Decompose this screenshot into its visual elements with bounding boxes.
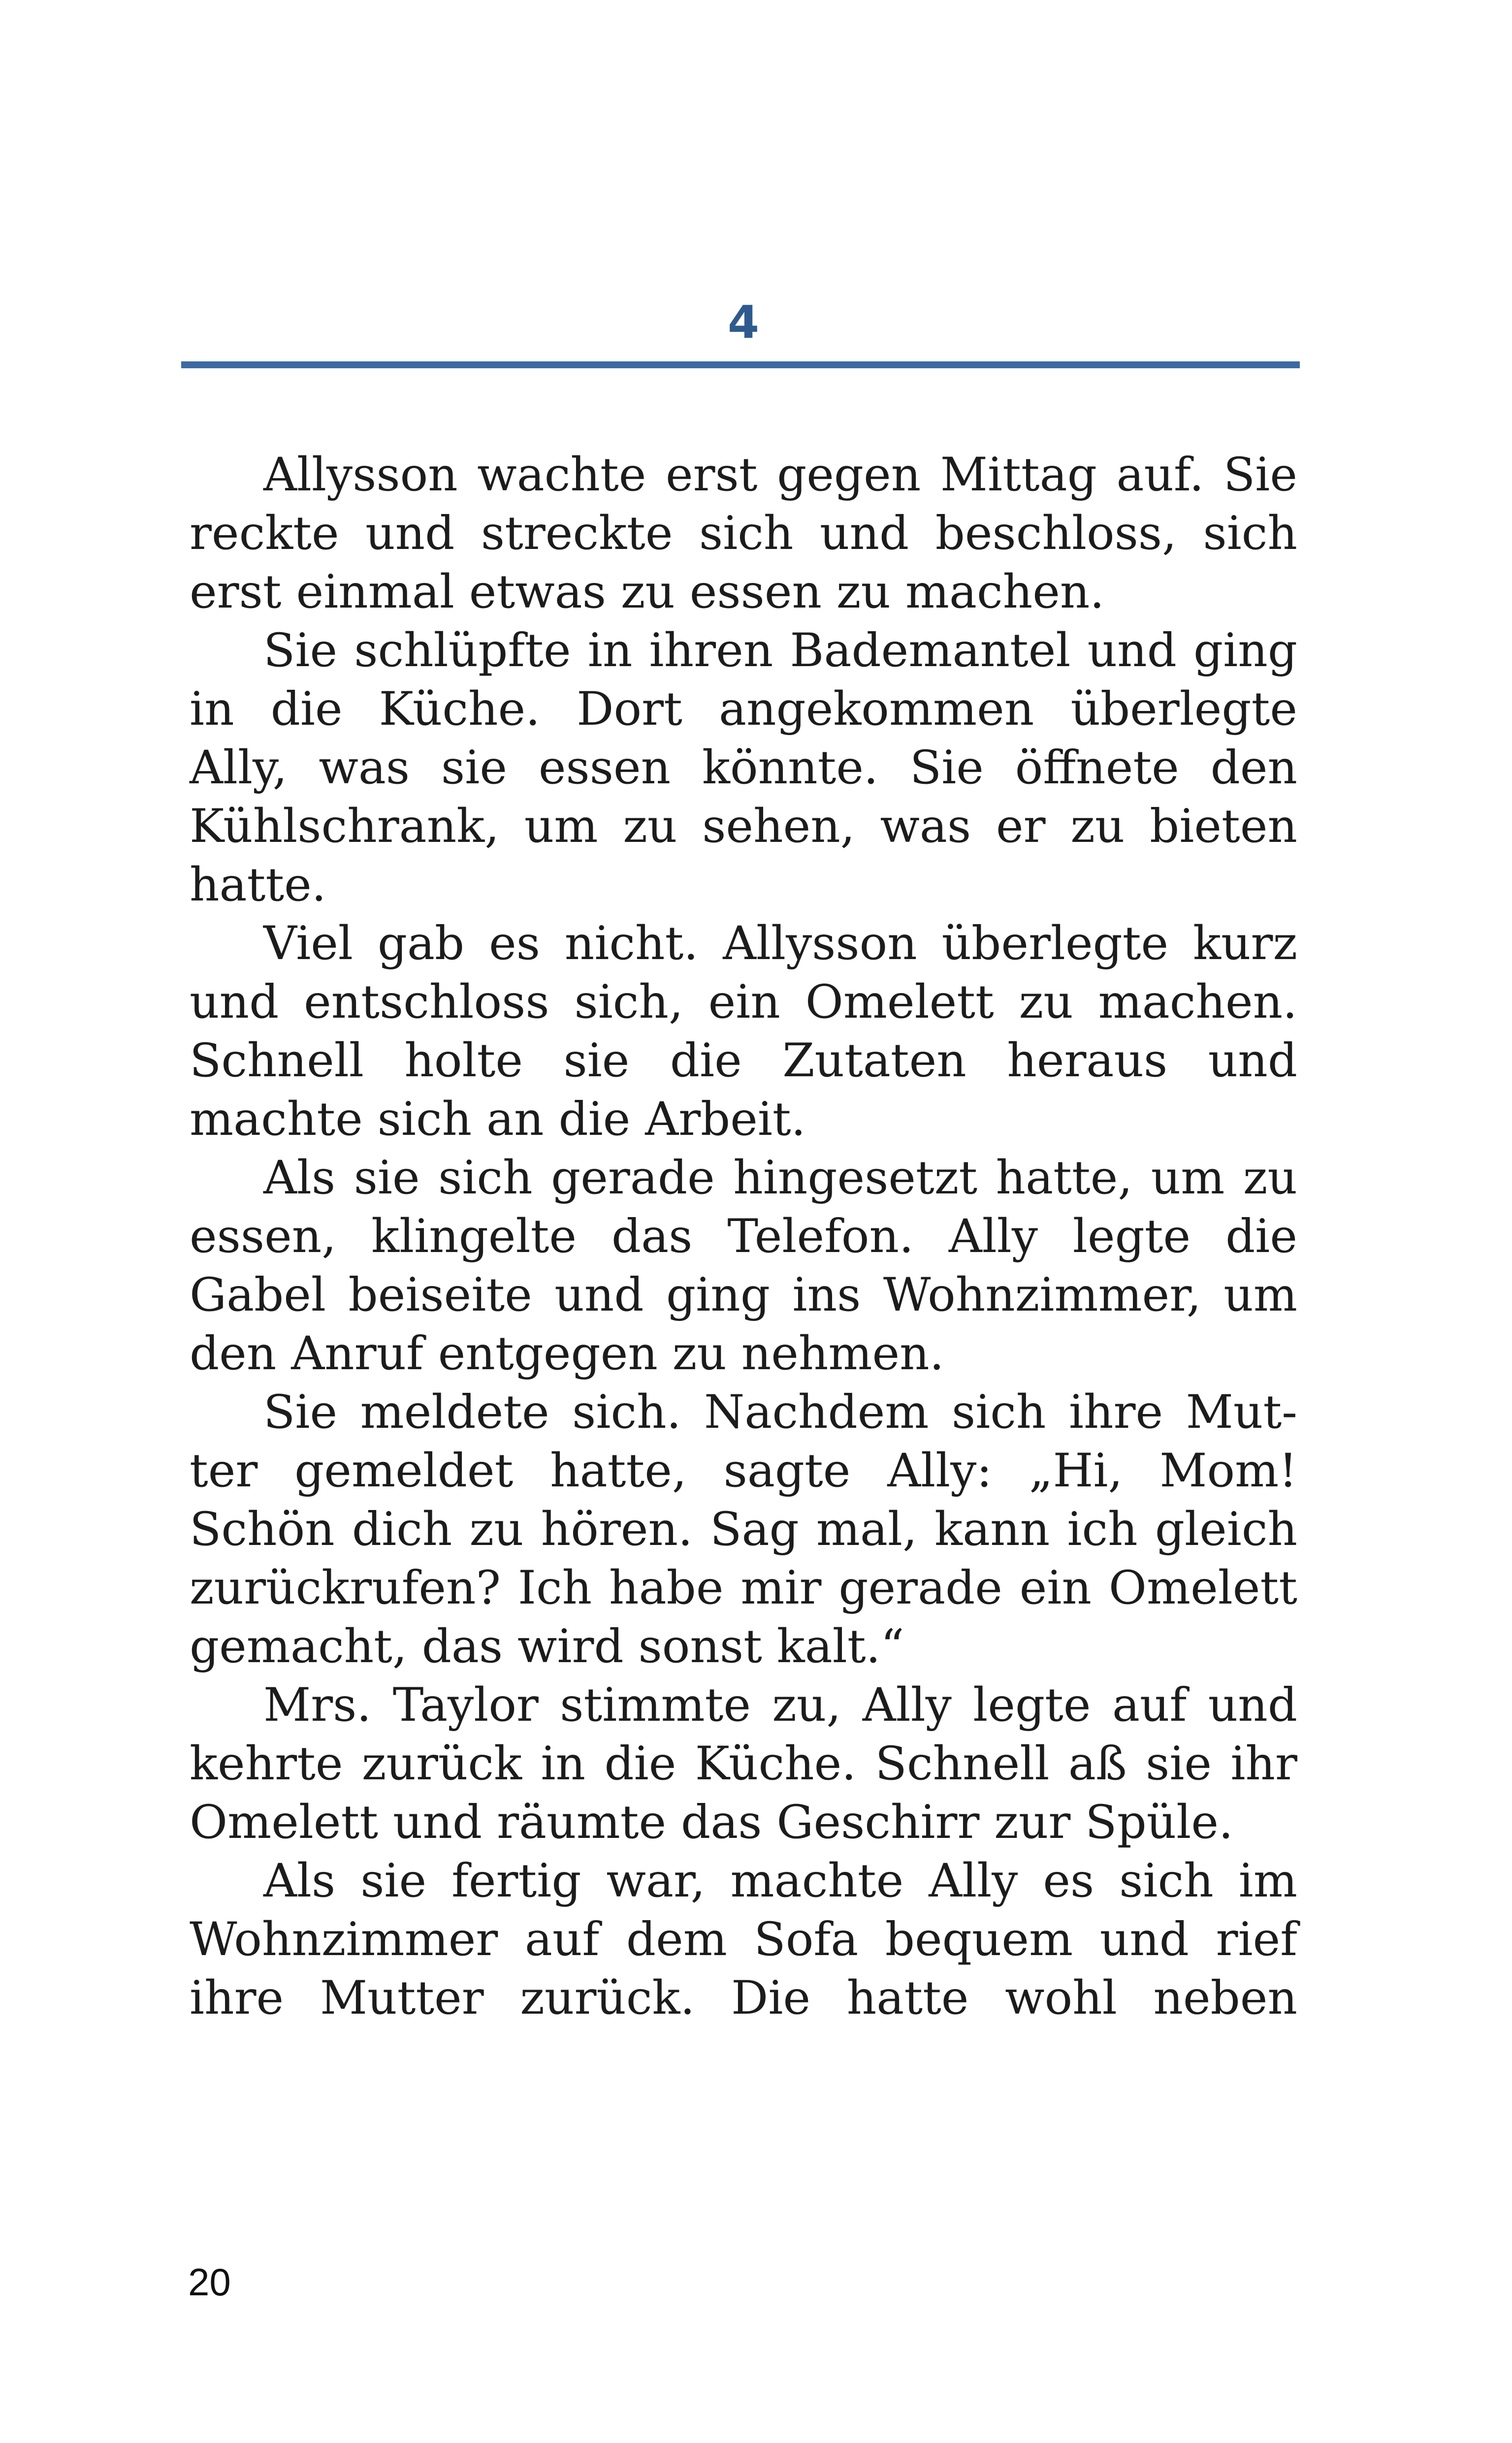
paragraph-7: Als sie fertig war, machte Ally es sich im Wohnzimmer auf dem Sofa bequem und rief ihre Mutter zurück. Die hatte wohl neben [190,1854,1297,2025]
body-text [190,446,1297,2027]
paragraph-6: Mrs. Taylor stimmte zu, Ally legte auf und kehrte zurück in die Küche. Schnell aß sie ihr Omelett und räumte das Geschirr zur Spüle. [190,1678,1297,1849]
paragraph-1: Allysson wachte erst gegen Mittag auf. Sie reckte und streckte sich und beschloss, sich erst einmal etwas zu essen zu machen. [190,448,1297,619]
chapter-number: 4 [727,296,759,349]
paragraph-3: Viel gab es nicht. Allysson überlegte kurz und entschloss sich, ein Omelett zu machen. Schnell holte sie die Zutaten heraus und machte sich an die Arbeit. [190,917,1297,1146]
chapter-divider-rule [181,361,1300,368]
page-number: 20 [188,2260,231,2304]
paragraph-2: Sie schlüpfte in ihren Bademantel und ging in die Küche. Dort angekommen überlegte Ally, was sie essen könnte. Sie öffnete den Kühlschrank, um zu sehen, was er zu bieten hatte. [190,624,1297,912]
paragraph-5: Sie meldete sich. Nachdem sich ihre Mutter gemeldet hatte, sagte Ally: „Hi, Mom! Schön dich zu hören. Sag mal, kann ich gleich zurückrufen? Ich habe mir gerade ein Omelett gemacht, das wird sonst kalt.“ [190,1385,1297,1673]
paragraph-4: Als sie sich gerade hingesetzt hatte, um zu essen, klingelte das Telefon. Ally legte die Gabel beiseite und ging ins Wohnzimmer, um den Anruf entgegen zu nehmen. [190,1151,1297,1381]
